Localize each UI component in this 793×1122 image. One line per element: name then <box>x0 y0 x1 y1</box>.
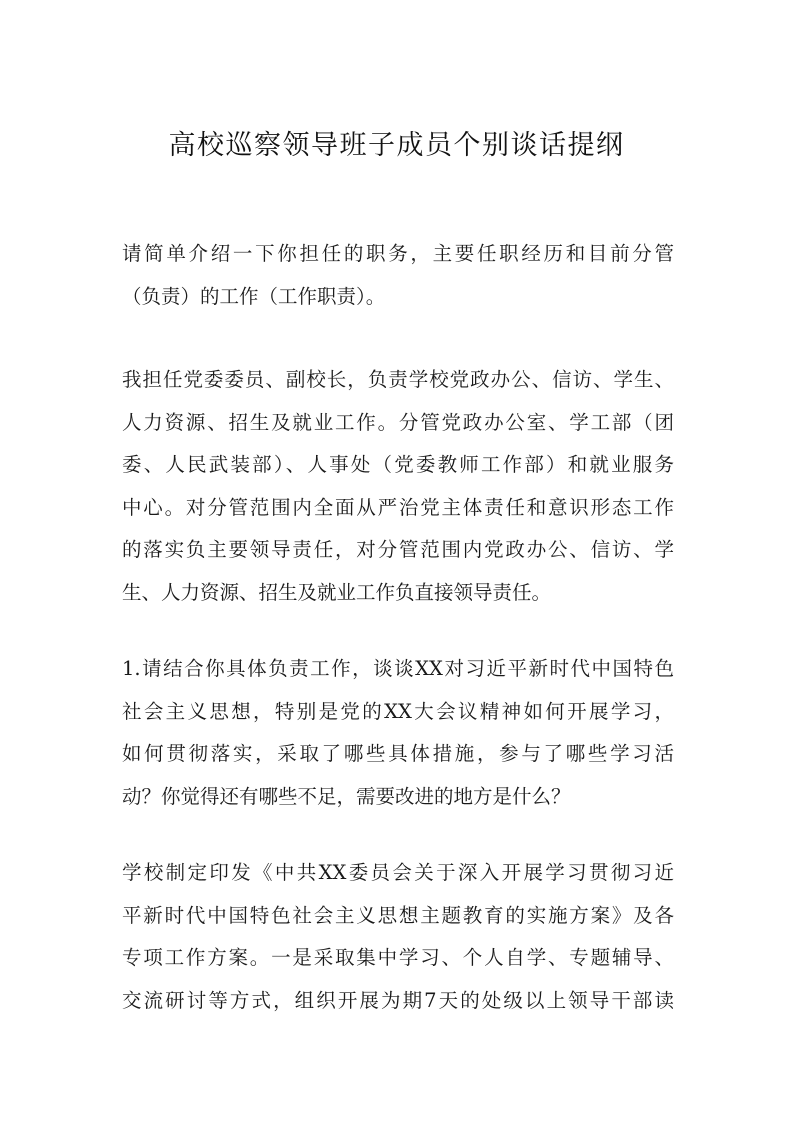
paragraph-line: 平新时代中国特色社会主义思想主题教育的实施方案》及各 <box>122 903 674 927</box>
paragraph-line: 的落实负主要领导责任，对分管范围内党政办公、信访、学 <box>122 538 674 561</box>
study-answer-paragraph <box>122 852 674 1022</box>
document-title: 高校巡察领导班子成员个别谈话提纲 <box>168 130 625 161</box>
paragraph-line: 专项工作方案。一是采取集中学习、个人自学、专题辅导、 <box>122 946 674 969</box>
paragraph-line: 1.请结合你具体负责工作，谈谈XX对习近平新时代中国特色 <box>122 657 674 680</box>
duties-answer-paragraph <box>122 359 674 614</box>
paragraph-line: 交流研讨等方式，组织开展为期7天的处级以上领导干部读 <box>122 988 674 1012</box>
paragraph-line: 生、人力资源、招生及就业工作负直接领导责任。 <box>122 580 552 604</box>
paragraph-line: 请简单介绍一下你担任的职务，主要任职经历和目前分管 <box>122 242 674 265</box>
paragraph-line: （负责）的工作（工作职责）。 <box>122 284 386 308</box>
question-1-paragraph <box>122 648 674 818</box>
paragraph-line: 我担任党委委员、副校长，负责学校党政办公、信访、学生、 <box>122 368 674 391</box>
intro-question-paragraph <box>122 233 674 318</box>
paragraph-line: 社会主义思想，特别是党的XX大会议精神如何开展学习， <box>122 699 674 723</box>
paragraph-line: 学校制定印发《中共XX委员会关于深入开展学习贯彻习近 <box>122 861 674 884</box>
paragraph-line: 人力资源、招生及就业工作。分管党政办公室、学工部（团 <box>122 410 674 434</box>
paragraph-line: 委、人民武装部）、人事处（党委教师工作部）和就业服务 <box>122 453 674 476</box>
paragraph-line: 动？你觉得还有哪些不足，需要改进的地方是什么？ <box>122 784 571 808</box>
paragraph-line: 如何贯彻落实，采取了哪些具体措施，参与了哪些学习活 <box>122 742 674 765</box>
paragraph-line: 中心。对分管范围内全面从严治党主体责任和意识形态工作 <box>122 495 674 519</box>
